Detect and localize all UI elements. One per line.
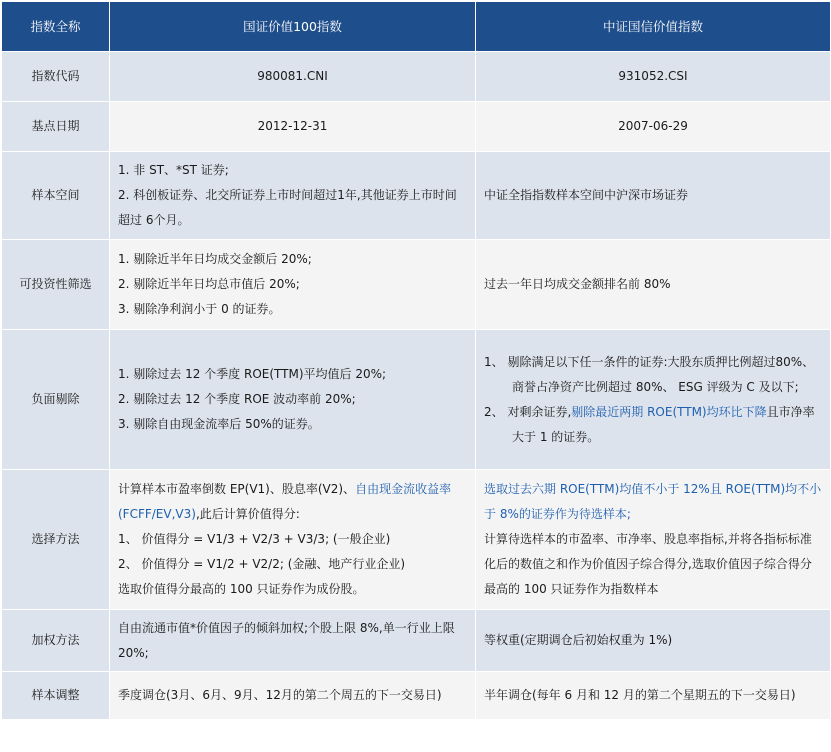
row-base-date <box>2 102 831 152</box>
cell-value <box>476 470 831 610</box>
highlight-text: 剔除最近两期 ROE(TTM)均环比下降 <box>571 404 767 419</box>
text-line: 2. 科创板证券、北交所证券上市时间超过1年,其他证券上市时间超过 6个月。 <box>118 188 457 227</box>
row-negative-exclusion <box>2 330 831 470</box>
cell-value: 自由流通市值*价值因子的倾斜加权;个股上限 8%,单一行业上限 20%; <box>110 610 476 672</box>
text-line: 3. 剔除自由现金流率后 50%的证券。 <box>118 417 320 431</box>
text-line: 1. 非 ST、*ST 证券; <box>118 163 229 177</box>
text-line: 3. 剔除净利润小于 0 的证券。 <box>118 302 281 316</box>
index-comparison-table <box>1 1 831 720</box>
cell-value: 等权重(定期调仓后初始权重为 1%) <box>476 610 831 672</box>
text-line: 选取价值得分最高的 100 只证券作为成份股。 <box>118 582 365 596</box>
highlight-text: 自由现金流收益率(FCFF/EV,V3) <box>118 482 452 521</box>
row-label: 基点日期 <box>2 102 110 152</box>
cell-value <box>110 240 476 330</box>
cell-value: 半年调仓(每年 6 月和 12 月的第二个星期五的下一交易日) <box>476 672 831 720</box>
highlight-text: 选取过去六期 ROE(TTM)均值不小于 12%且 ROE(TTM)均不小于 8%的证券作为待选样本; <box>484 482 822 521</box>
row-sample-space <box>2 152 831 240</box>
text-fragment: 且市净率大于 1 的证券。 <box>512 404 815 444</box>
cell-value: 980081.CNI <box>110 52 476 102</box>
cell-value: 过去一年日均成交金额排名前 80% <box>476 240 831 330</box>
cell-value: 931052.CSI <box>476 52 831 102</box>
header-index-name: 指数全称 <box>2 2 110 52</box>
text-line: 1、 剔除满足以下任一条件的证券:大股东质押比例超过80%、商誉占净资产比例超过 80%、 ESG 评级为 C 及以下; <box>484 354 815 394</box>
row-sample-adjustment <box>2 672 831 720</box>
cell-value: 中证全指指数样本空间中沪深市场证券 <box>476 152 831 240</box>
cell-value <box>476 330 831 470</box>
row-label: 可投资性筛选 <box>2 240 110 330</box>
text-fragment: 2、 对剩余证券, <box>484 404 572 419</box>
cell-value: 2007-06-29 <box>476 102 831 152</box>
text-fragment: 计算样本市盈率倒数 EP(V1)、股息率(V2)、 <box>118 482 356 496</box>
text-line: 2、 价值得分 = V1/2 + V2/2; (金融、地产行业企业) <box>118 557 406 571</box>
row-label: 指数代码 <box>2 52 110 102</box>
row-label: 选择方法 <box>2 470 110 610</box>
row-label: 加权方法 <box>2 610 110 672</box>
header-guozheng-value-100: 国证价值100指数 <box>110 2 476 52</box>
cell-value <box>110 152 476 240</box>
text-line: 2. 剔除近半年日均总市值后 20%; <box>118 277 300 291</box>
text-line: 1. 剔除过去 12 个季度 ROE(TTM)平均值后 20%; <box>118 367 387 381</box>
row-weighting-method <box>2 610 831 672</box>
row-label: 负面剔除 <box>2 330 110 470</box>
cell-value: 季度调仓(3月、6月、9月、12月的第二个周五的下一交易日) <box>110 672 476 720</box>
row-label: 样本空间 <box>2 152 110 240</box>
row-label: 样本调整 <box>2 672 110 720</box>
row-investability-filter <box>2 240 831 330</box>
row-index-code <box>2 52 831 102</box>
text-line <box>484 400 822 450</box>
text-line <box>118 477 467 527</box>
cell-value <box>110 470 476 610</box>
header-zhongzheng-guoxin-value: 中证国信价值指数 <box>476 2 831 52</box>
cell-value: 2012-12-31 <box>110 102 476 152</box>
text-line: 1. 剔除近半年日均成交金额后 20%; <box>118 252 312 266</box>
row-selection-method <box>2 470 831 610</box>
cell-value <box>110 330 476 470</box>
text-line: 2. 剔除过去 12 个季度 ROE 波动率前 20%; <box>118 392 356 406</box>
text-fragment: ,此后计算价值得分: <box>195 507 300 521</box>
text-line: 计算待选样本的市盈率、市净率、股息率指标,并将各指标标准化后的数值之和作为价值因子综合得分,选取价值因子综合得分最高的 100 只证券作为指数样本 <box>484 532 812 596</box>
text-line: 1、 价值得分 = V1/3 + V2/3 + V3/3; (一般企业) <box>118 532 391 546</box>
header-row <box>2 2 831 52</box>
